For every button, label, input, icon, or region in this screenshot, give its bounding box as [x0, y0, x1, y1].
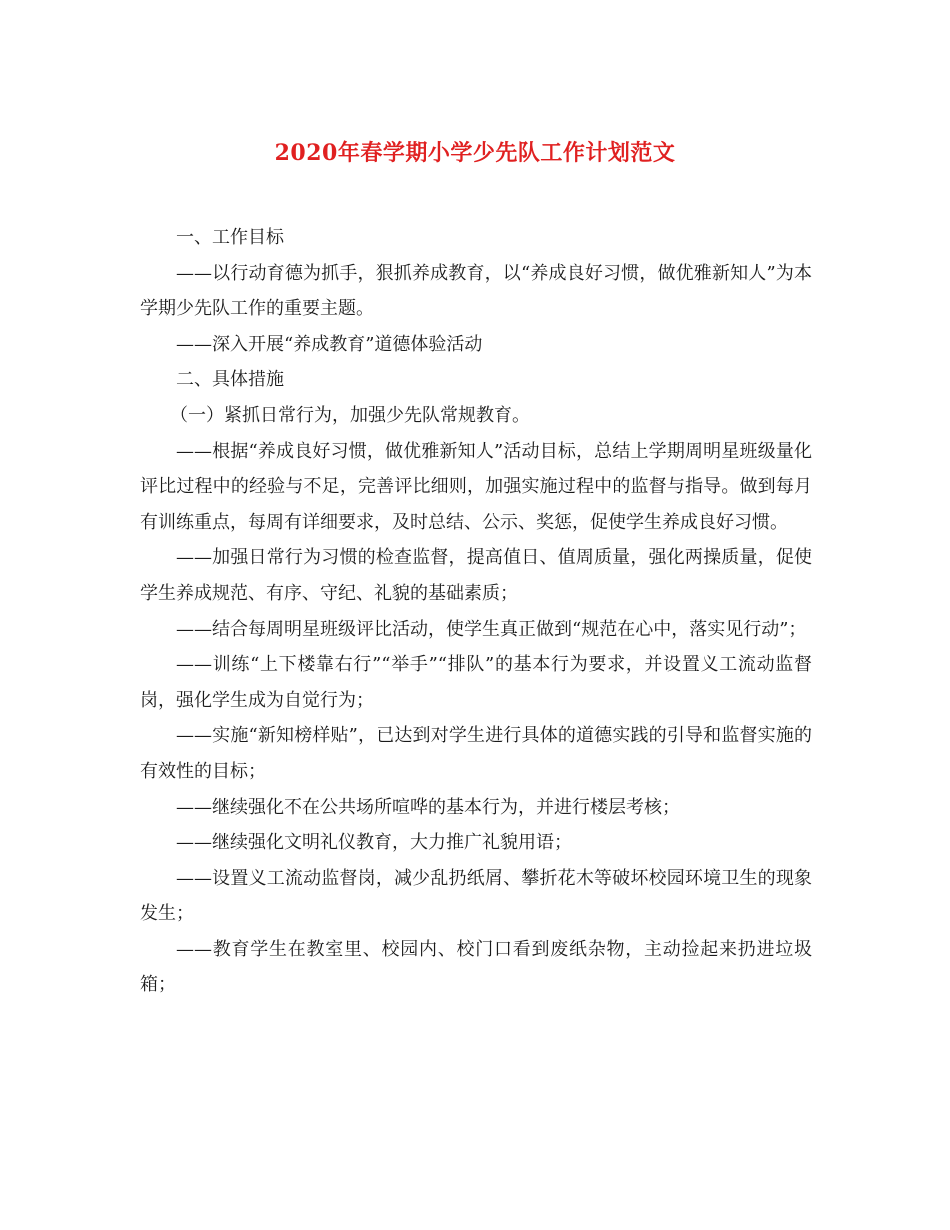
section-heading-goals: 一、工作目标	[176, 227, 284, 248]
measure-item: ——继续强化文明礼仪教育，大力推广礼貌用语；	[176, 832, 572, 854]
measure-item: ——实施“新知榜样贴”，已达到对学生进行具体的道德实践的引导和监督实施的有效性的目标；	[140, 725, 812, 782]
subsection-heading: （一）紧抓日常行为，加强少先队常规教育。	[170, 404, 530, 426]
measure-item: ——设置义工流动监督岗，减少乱扔纸屑、攀折花木等破坏校园环境卫生的现象发生；	[140, 867, 812, 925]
measure-item: ——根据“养成良好习惯，做优雅新知人”活动目标，总结上学期周明星班级量化评比过程中的经验与不足，完善评比细则，加强实施过程中的监督与指导。做到每月有训练重点，每周有详细要求，及时总结、公示、奖惩，促使学生养成良好习惯。	[140, 440, 812, 533]
measure-item: ——训练“上下楼靠右行”“举手”“排队”的基本行为要求，并设置义工流动监督岗，强化学生成为自觉行为；	[140, 654, 812, 711]
goal-item: ——深入开展“养成教育”道德体验活动	[176, 333, 483, 355]
section-heading-measures: 二、具体措施	[176, 369, 284, 391]
goal-item: ——以行动育德为抓手，狠抓养成教育，以“养成良好习惯，做优雅新知人”为本学期少先队工作的重要主题。	[140, 262, 812, 320]
document-body	[140, 220, 812, 1003]
measure-item: ——继续强化不在公共场所喧哗的基本行为，并进行楼层考核；	[176, 796, 680, 818]
measure-item: ——教育学生在教室里、校园内、校门口看到废纸杂物，主动捡起来扔进垃圾箱；	[140, 938, 812, 996]
measure-item: ——加强日常行为习惯的检查监督，提高值日、值周质量，强化两操质量，促使学生养成规范、有序、守纪、礼貌的基础素质；	[140, 547, 812, 604]
document-title: 2020年春学期小学少先队工作计划范文	[274, 140, 676, 166]
measure-item: ——结合每周明星班级评比活动，使学生真正做到“规范在心中，落实见行动”；	[176, 618, 807, 640]
